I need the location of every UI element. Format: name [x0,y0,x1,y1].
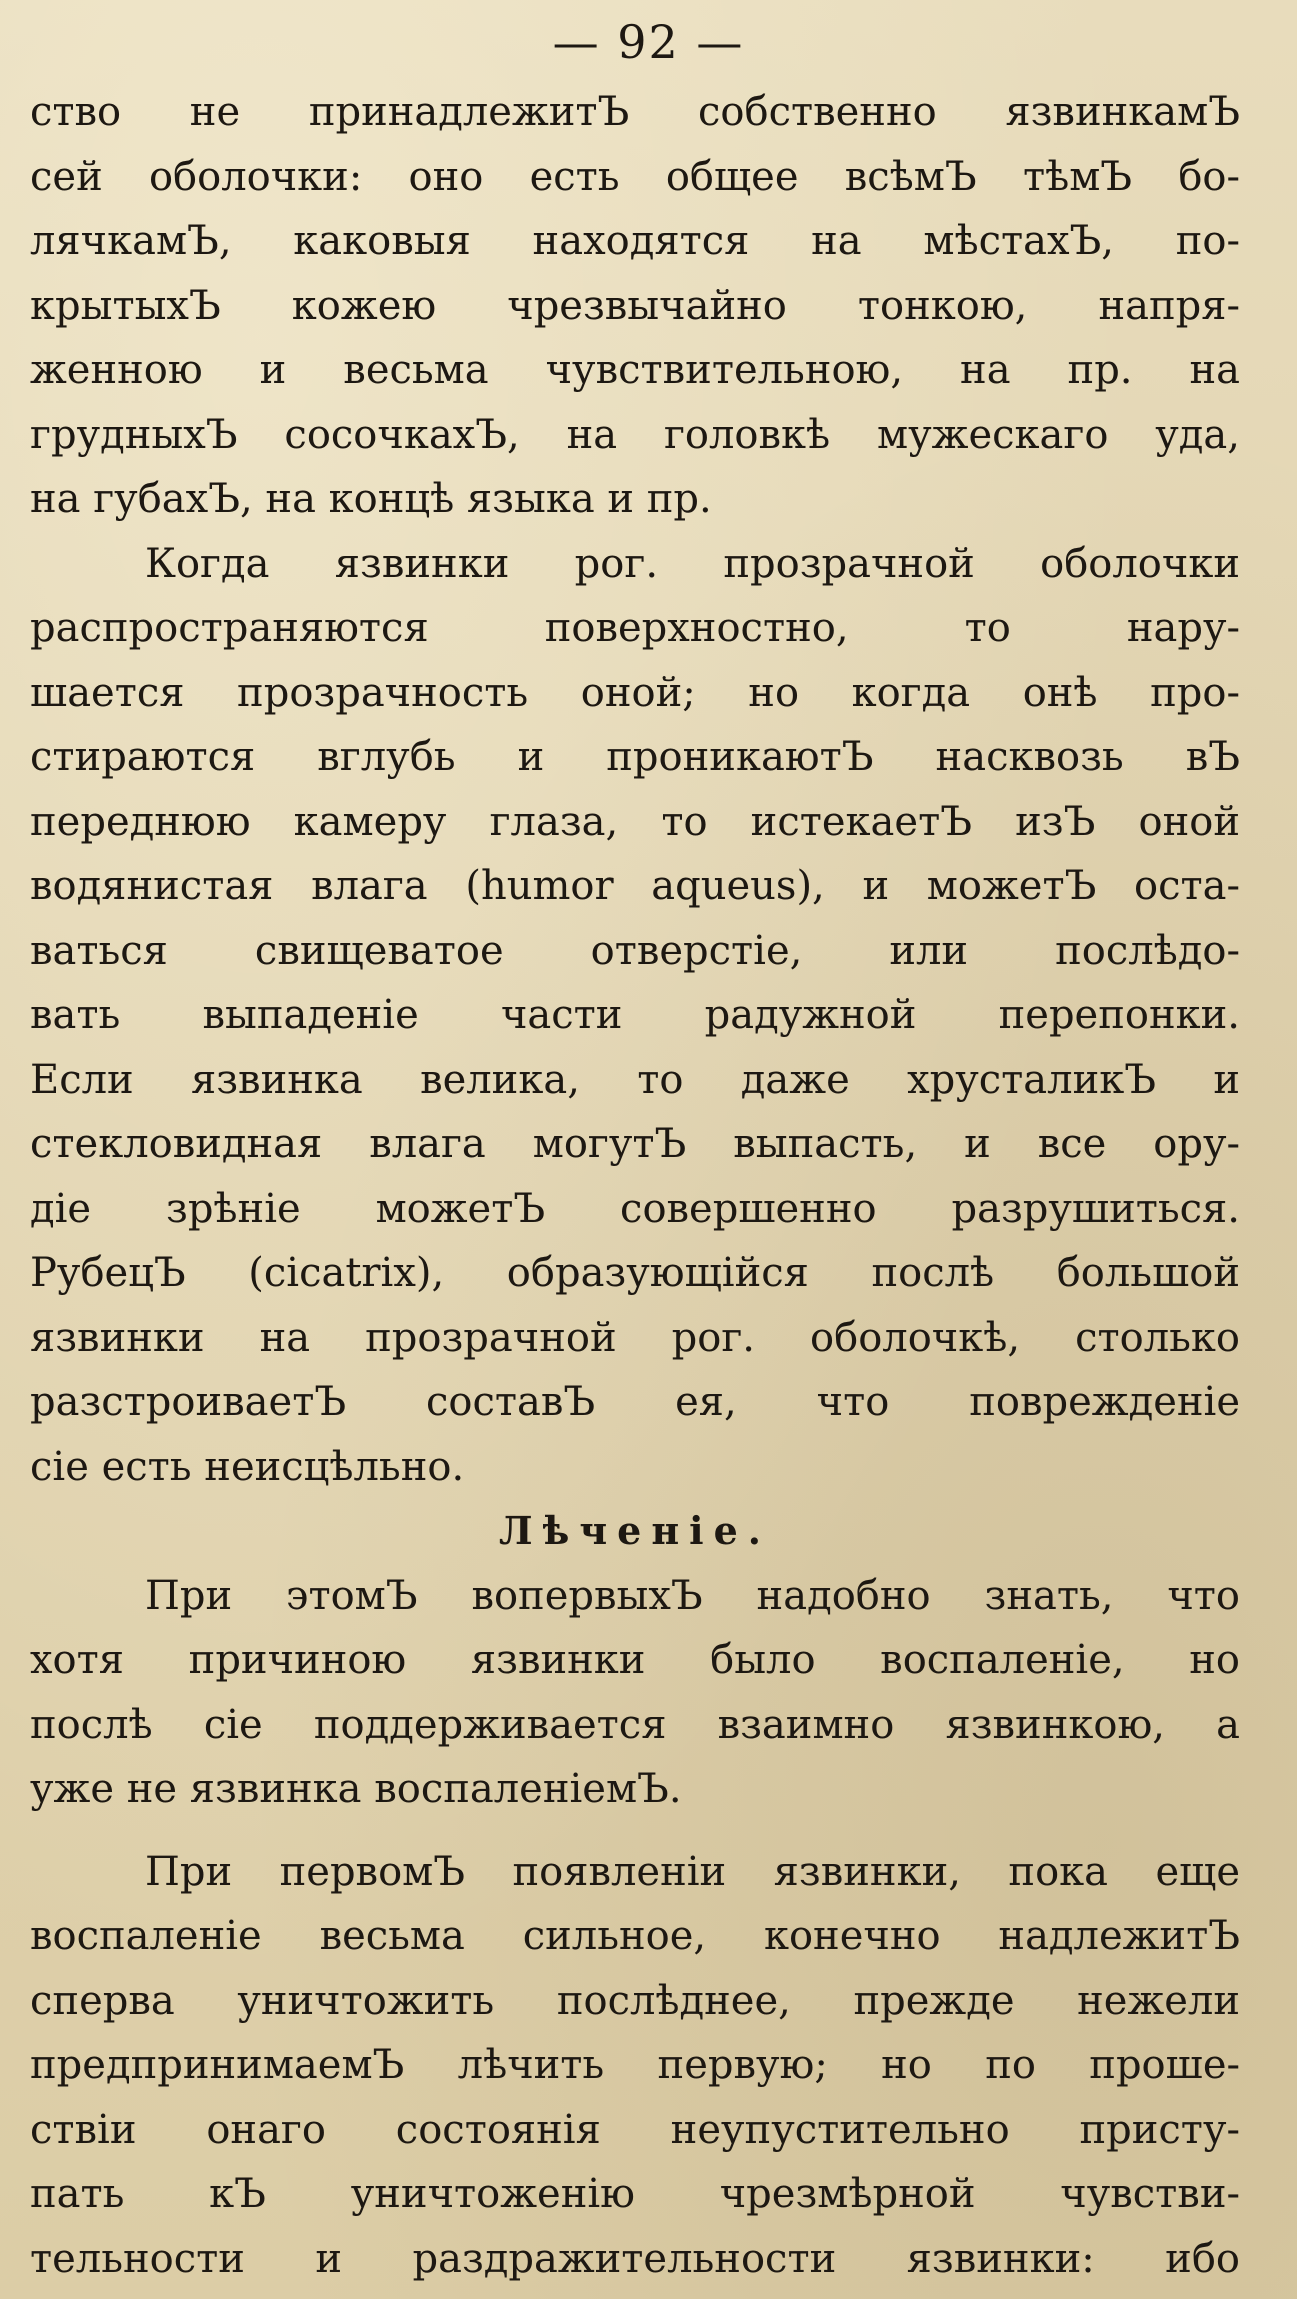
text-line: При первомЪ появленіи язвинки, пока еще [145,1848,1240,1895]
text-line: сіе есть неисцѣльно. [30,1443,465,1490]
text-line: хотя причиною язвинки было воспаленіе, но [30,1637,1240,1683]
text-line: РубецЪ (cicatrix), образующійся послѣ большой [30,1250,1240,1296]
text-line: сей оболочки: оно есть общее всѣмЪ тѣмЪ бо- [30,153,1240,200]
text-line: стираются вглубь и проникаютЪ насквозь вЪ [30,734,1240,780]
text-line: При этомЪ вопервыхЪ надобно знать, что [145,1572,1240,1619]
section-heading: Лѣченіе. [499,1508,771,1553]
text-line: сперва уничтожить послѣднее, прежде нежели [30,1977,1240,2024]
text-line: ствіи онаго состоянія неупустительно присту- [30,2106,1240,2153]
text-line: предпринимаемЪ лѣчить первую; но по проше- [30,2042,1240,2088]
text-line: Если язвинка велика, то даже хрусталикЪ и [30,1056,1240,1103]
text-line: Когда язвинки рог. прозрачной оболочки [145,540,1240,587]
text-line: грудныхЪ сосочкахЪ, на головкѣ мужескаго уда, [30,411,1240,458]
text-line: лячкамЪ, каковыя находятся на мѣстахЪ, по- [30,218,1240,264]
text-line: водянистая влага (humor aqueus), и можетЪ оста- [30,863,1240,909]
text-line: послѣ сіе поддерживается взаимно язвинкою, а [30,1701,1240,1748]
text-line: шается прозрачность оной; но когда онѣ про- [30,669,1240,716]
text-line: діе зрѣніе можетЪ совершенно разрушиться. [30,1185,1240,1232]
text-line: вать выпаденіе части радужной перепонки. [30,992,1240,1038]
text-line: ство не принадлежитЪ собственно язвинкамЪ [30,89,1240,135]
text-line: распространяются поверхностно, то нару- [30,605,1240,651]
text-line: пать кЪ уничтоженію чрезмѣрной чувстви- [30,2171,1240,2217]
text-line: уже не язвинка воспаленіемЪ. [30,1766,682,1812]
text-line: женною и весьма чувствительною, на пр. на [30,347,1240,393]
text-line: крытыхЪ кожею чрезвычайно тонкою, напря- [30,282,1240,329]
page-body [30,80,1240,2291]
text-line: переднюю камеру глаза, то истекаетЪ изЪ оной [30,798,1240,845]
text-line: на губахЪ, на концѣ языка и пр. [30,476,712,522]
text-line: ваться свищеватое отверстіе, или послѣдо- [30,927,1240,974]
text-line: тельности и раздражительности язвинки: ибо [30,2235,1240,2282]
paragraph-gap [30,1822,1240,1840]
text-line: воспаленіе весьма сильное, конечно надлежитЪ [30,1913,1240,1959]
text-line: стекловидная влага могутЪ выпасть, и все ору- [30,1121,1240,1167]
text-line: разстроиваетЪ составЪ ея, что поврежденіе [30,1379,1240,1425]
page-number: — 92 — [552,15,745,69]
text-line: язвинки на прозрачной рог. оболочкѣ, столько [30,1314,1240,1361]
